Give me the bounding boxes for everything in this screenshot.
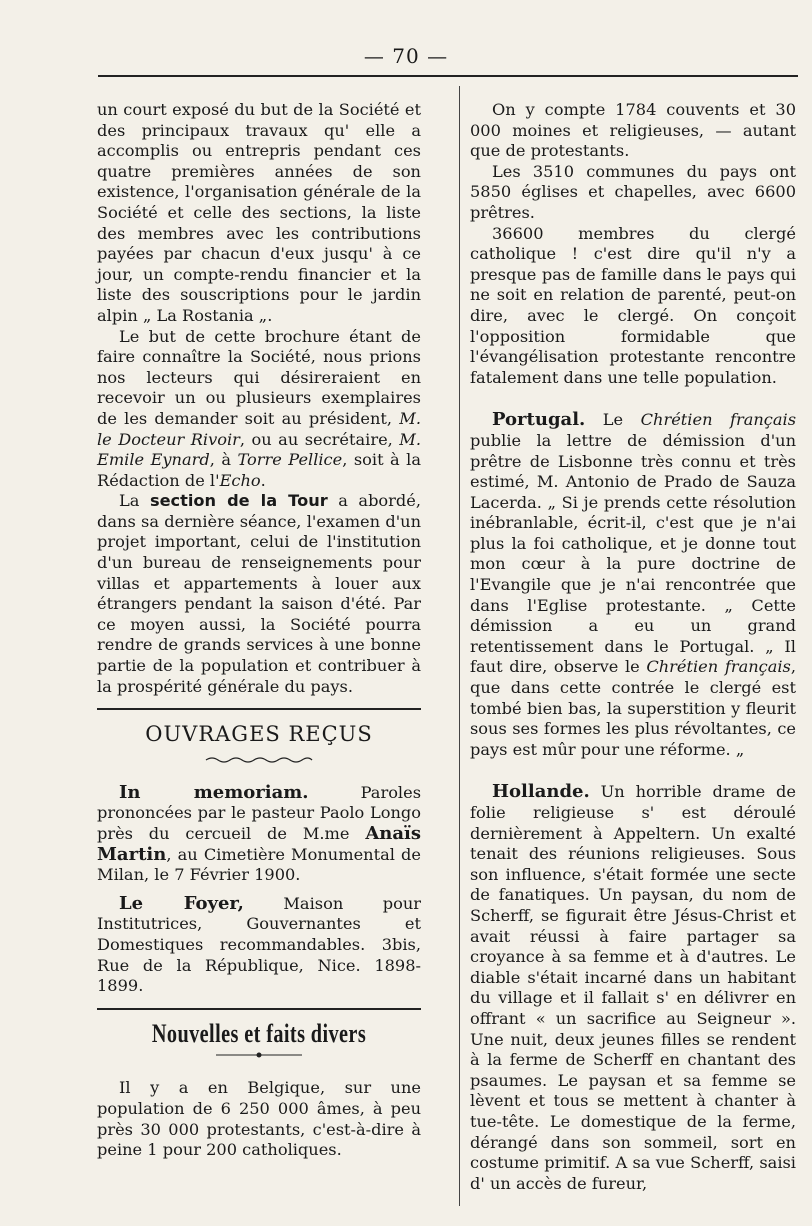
brochure-paragraph xyxy=(97,327,421,492)
brochure-text-a: Le but de cette brochure étant de faire connaître la Société, nous prions nos lecteurs qui désireraient en recevoir un ou plusieurs exemplaires de les demander soit au président, xyxy=(97,326,421,428)
memoriam-mme: M.me xyxy=(302,824,350,843)
belgique-paragraph: Il y a en Belgique, sur une population de 6 250 000 âmes, à peu près 30 000 protestants, c'est-à-dire à peine 1 pour 200 catholiques. xyxy=(97,1078,421,1160)
hollande-paragraph xyxy=(470,782,796,1194)
memoriam-text-b: , au Cimetière Monumental de Milan, le 7 Février 1900. xyxy=(97,844,421,885)
brochure-text-c: , à xyxy=(209,450,238,470)
communes-paragraph: Les 3510 communes du pays ont 5850 églises et chapelles, avec 6600 prêtres. xyxy=(470,161,796,222)
portugal-text-b: publie la lettre de démission d'un prêtre de Lisbonne très connu et très estimé, M. Antonio de Prado de Sauza Lacerda. „ Si je prends cette résolution inébranlable, écrit-il, c'est que je n'ai plus la foi catholique, et je donne tout mon cœur à la pure doctrine de l'Evangile que je n'ai rencontrée que dans l'Eglise protestante. „ Cette démission a eu un grand retentissement dans le Portugal. „ Il faut dire, observe le xyxy=(470,430,796,677)
portugal-title: Portugal. xyxy=(492,409,586,431)
section-tour-text-a: La xyxy=(119,491,150,511)
foyer-text: Maison pour Institutrices, Gouvernantes et Domestiques recommandables. 3bis, Rue de la République, Nice. 1898-1899. xyxy=(97,893,421,996)
memoriam-entry xyxy=(97,783,421,886)
right-column xyxy=(470,100,796,1194)
secretary-name: M. Emile Eynard xyxy=(97,429,422,470)
section-tour-paragraph xyxy=(97,491,421,697)
spacer-2 xyxy=(470,760,796,782)
memoriam-title: In memoriam. xyxy=(119,781,309,803)
clerge-paragraph: 36600 membres du clergé catholique ! c'est dire qu'il n'y a presque pas de famille dans le pays qui ne soit en relation de parenté, peut-on dire, avec le clergé. On conçoit l'opposition formidable que l'évangélisation protestante rencontre fatalement dans une telle population. xyxy=(470,223,796,387)
section-tour-text-b: a abordé, dans sa dernière séance, l'examen d'un projet important, celui de l'institution d'un bureau de renseignements pour villas et appartements à louer aux étrangers pendant la saison d'été. Par ce moyen aussi, la Société pourra rendre de grands services à une bonne partie de la population et contribuer à la prospérité générale du pays. xyxy=(97,491,422,696)
section-rule xyxy=(97,708,421,710)
brochure-text-b: , ou au secrétaire, xyxy=(239,429,400,449)
journal-name-2: Chrétien français xyxy=(646,657,791,677)
foyer-entry xyxy=(97,894,421,997)
portugal-paragraph xyxy=(470,410,796,760)
left-column xyxy=(97,100,421,1161)
journal-name: Chrétien français xyxy=(640,410,797,430)
memoriam-text-a: Paroles prononcées par le pasteur Paolo Longo près du cercueil de xyxy=(97,782,422,843)
president-name: M. le Docteur Rivoir xyxy=(97,408,421,449)
spacer xyxy=(470,388,796,410)
section-rule-2 xyxy=(97,1008,421,1010)
intro-paragraph: un court exposé du but de la Société et des principaux travaux qu' elle a accomplis ou entrepris pendant ces quatre premières années de son existence, l'organisation générale de la Société et celle des sections, la liste des membres avec les contributions payées par chacun d'eux jusqu' à ce jour, un compte-rendu financier et la liste des souscriptions pour le jardin alpin „ La Rostania „. xyxy=(97,100,421,325)
column-divider xyxy=(459,86,460,1206)
hollande-text: Un horrible drame de folie religieuse s' est déroulé dernièrement à Appeltern. Un exalté tenait des réunions religieuses. Sous son influence, s'était formée une secte de fanatiques. Un paysan, du nom de Scherff, se figurait être Jésus-Christ et avait réussi à faire partager sa croyance à sa femme et à d'autres. Le diable s'était incarné dans un habitant du village et il fallait s' en délivrer en offrant « un sacrifice au Seigneur ». Une nuit, deux jeunes filles se rendent à la ferme de Scherff en chantant des psaumes. Le paysan et sa femme se lèvent et tous se mettent à chanter à tue-tête. Le domestique de la ferme, dérangé dans son sommeil, sort en costume primitif. A sa vue Scherff, saisi d' un accès de fureur, xyxy=(470,782,796,1193)
section-tour-bold: section de la Tour xyxy=(149,491,328,511)
brochure-text-e: . xyxy=(260,470,266,490)
portugal-text-c: , que dans cette contrée le clergé est tombé bien bas, la superstition y fleurit sous ses formes les plus révoltantes, ce pays est mûr pour une réforme. „ xyxy=(470,657,796,759)
nouvelles-title: Nouvelles et faits divers xyxy=(151,1018,367,1048)
portugal-text-a: Le xyxy=(585,410,641,430)
place-name: Torre Pellice xyxy=(237,450,343,470)
brochure-text-d: , soit à la Rédaction de l' xyxy=(97,450,421,490)
page-number: — 70 — xyxy=(363,44,449,68)
couvents-paragraph: On y compte 1784 couvents et 30 000 moines et religieuses, — autant que de protestants. xyxy=(470,100,796,161)
hollande-title: Hollande. xyxy=(492,781,590,803)
header-rule xyxy=(98,75,798,77)
ouvrages-title: OUVRAGES REÇUS xyxy=(145,722,373,747)
echo-name: Echo xyxy=(219,470,261,490)
foyer-title: Le Foyer, xyxy=(119,892,244,914)
memoriam-name: Anaïs Martin xyxy=(97,823,421,865)
rule-ornament xyxy=(214,1050,304,1060)
swash-ornament xyxy=(204,755,314,765)
